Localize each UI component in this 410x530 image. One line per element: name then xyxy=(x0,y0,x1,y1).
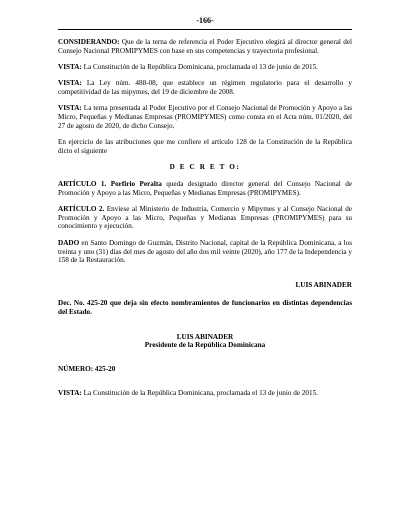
signature-role: Presidente de la República Dominicana xyxy=(144,341,266,350)
articulo-1-text: queda designado director general del Consejo Nacional de Promoción y Apoyo a las Micro, Pequeñas y Medianas Empresas (PROMIPYMES). xyxy=(58,179,352,197)
decree-title: Dec. No. 425-20 que deja sin efecto nombramientos de funcionarios en distintas dependencias del Estado. xyxy=(58,298,352,316)
considerando-paragraph xyxy=(58,38,352,56)
vista-final-paragraph xyxy=(58,389,352,398)
vista-terna-paragraph xyxy=(58,104,352,130)
articulo-2-text: Envíese al Ministerio de Industria, Comercio y Mipymes y al Consejo Nacional de Promoción y Apoyo a las Micro, Pequeñas y Medianas Empresas (PROMIPYMES) para su conocimiento y ejecución. xyxy=(58,204,352,231)
articulo-2-label: ARTÍCULO 2. xyxy=(58,204,105,213)
vista-label: VISTA: xyxy=(58,104,82,113)
dado-label: DADO xyxy=(58,238,80,247)
signature-block xyxy=(58,333,352,351)
page-number: -166- xyxy=(196,16,214,25)
vista-label: VISTA: xyxy=(58,388,82,397)
articulo-1-label: ARTÍCULO 1. Porfirio Peralta xyxy=(58,179,162,188)
vista-constitucion-paragraph xyxy=(58,63,352,72)
header-rule xyxy=(58,29,352,30)
numero-line: NÚMERO: 425-20 xyxy=(58,365,116,374)
dado-paragraph xyxy=(58,239,352,265)
vista-label: VISTA: xyxy=(58,63,82,72)
dado-text: en Santo Domingo de Guzmán, Distrito Nacional, capital de la República Dominicana, a los treinta y uno (31) días del mes de agosto del año dos mil veinte (2020), año 177 de la Independencia y 158 de la Restauración. xyxy=(58,238,353,265)
vista-label: VISTA: xyxy=(58,79,82,88)
vista-ley-text: La Ley núm. 488-08, que establece un régimen regulatorio para el desarrollo y competitividad de las mipymes, del 19 de diciembre de 2008. xyxy=(58,79,352,97)
vista-constitucion-text: La Constitución de la República Dominicana, proclamada el 13 de junio de 2015. xyxy=(81,63,318,72)
signature-right: LUIS ABINADER xyxy=(295,281,352,290)
ejercicio-paragraph: En ejercicio de las atribuciones que me confiere el artículo 128 de la Constitución de la República dicto el siguiente xyxy=(58,138,352,156)
decreto-heading: D E C R E T O: xyxy=(169,163,241,172)
considerando-label: CONSIDERANDO: xyxy=(58,38,120,46)
articulo-2-paragraph xyxy=(58,205,352,231)
vista-final-text: La Constitución de la República Dominicana, proclamada el 13 de junio de 2015. xyxy=(81,388,318,397)
signature-name: LUIS ABINADER xyxy=(176,332,234,341)
considerando-text: Que de la terna de referencia el Poder Ejecutivo elegirá al director general del Consejo Nacional PROMIPYMES con base en sus competencias y trayectoria profesional. xyxy=(58,38,352,55)
vista-ley-paragraph xyxy=(58,79,352,97)
vista-terna-text: La terna presentada al Poder Ejecutivo por el Consejo Nacional de Promoción y Apoyo a las Micro, Pequeñas y Medianas Empresas (PROMIPYMES) como consta en el Acta núm. 01/2020, del 27 de agosto de 2020, de dicho Consejo. xyxy=(58,104,352,131)
articulo-1-paragraph xyxy=(58,180,352,198)
